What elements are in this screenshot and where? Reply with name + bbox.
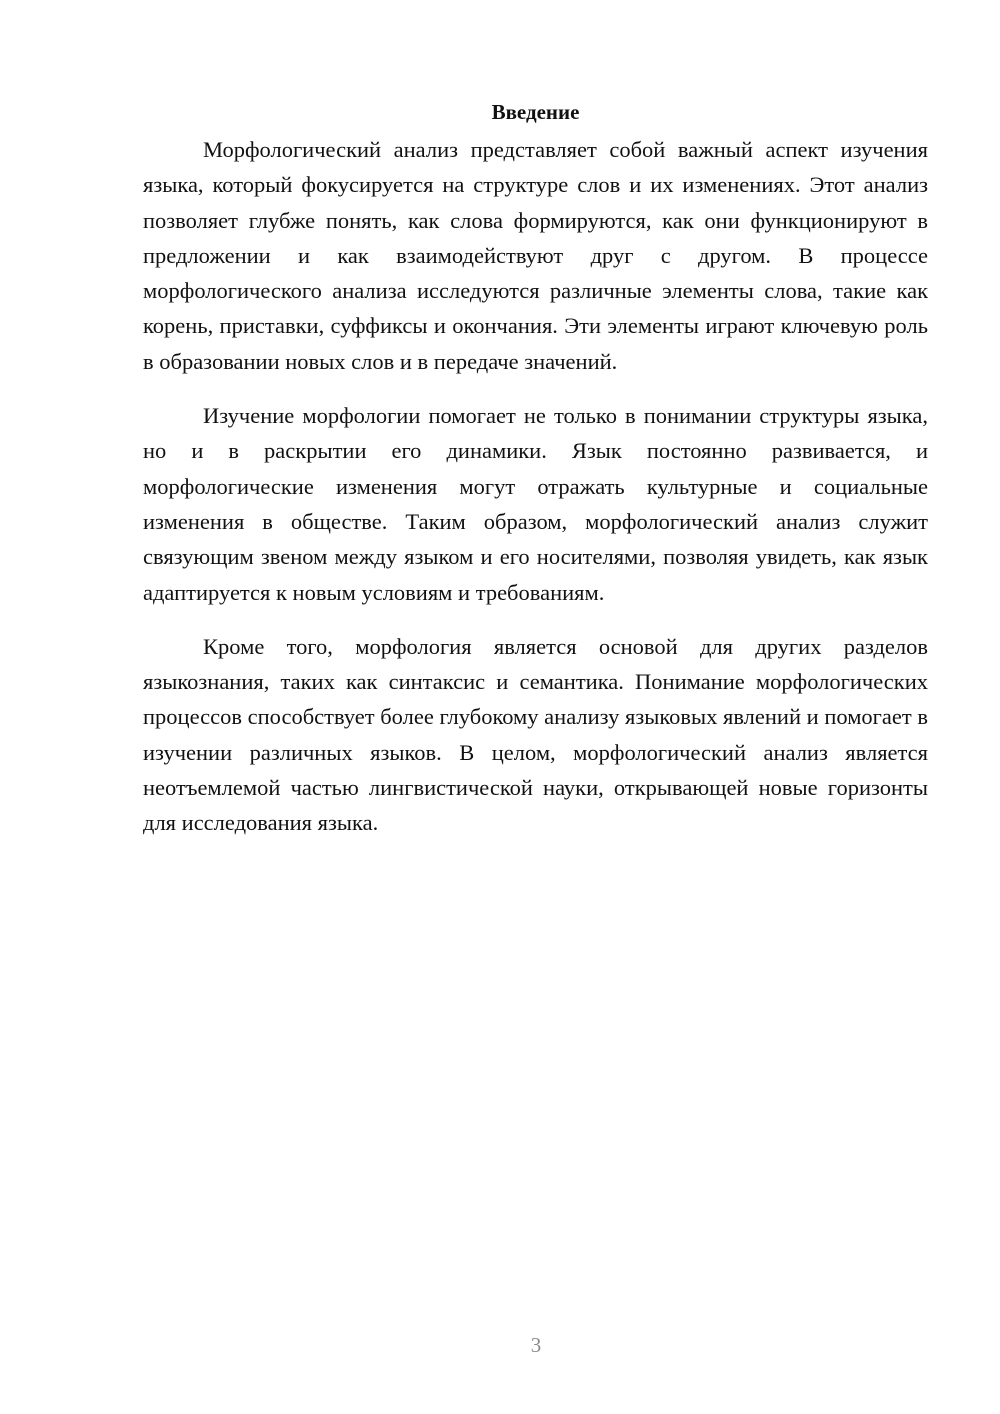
page-number: 3 [530,1333,542,1357]
paragraph-1: Морфологический анализ представляет собой важный аспект изучения языка, который фокусируется на структуре слов и их изменениях. Этот анализ позволяет глубже понять, как слова формируются, как они функционируют в предложении и как взаимодействуют друг с другом. В процессе морфологического анализа исследуются различные элементы слова, такие как корень, приставки, суффиксы и окончания. Эти элементы играют ключевую роль в образовании новых слов и в передаче значений. [143,137,928,374]
page-title: Введение [491,100,580,124]
page-content [143,96,928,860]
paragraph-3: Кроме того, морфология является основой для других разделов языкознания, таких как синтаксис и семантика. Понимание морфологических процессов способствует более глубокому анализу языковых явлений и помогает в изучении различных языков. В целом, морфологический анализ является неотъемлемой частью лингвистической науки, открывающей новые горизонты для исследования языка. [143,633,928,836]
paragraph-2: Изучение морфологии помогает не только в понимании структуры языка, но и в раскрытии его динамики. Язык постоянно развивается, и морфологические изменения могут отражать культурные и социальные изменения в обществе. Таким образом, морфологический анализ служит связующим звеном между языком и его носителями, позволяя увидеть, как язык адаптируется к новым условиям и требованиям. [143,403,928,605]
